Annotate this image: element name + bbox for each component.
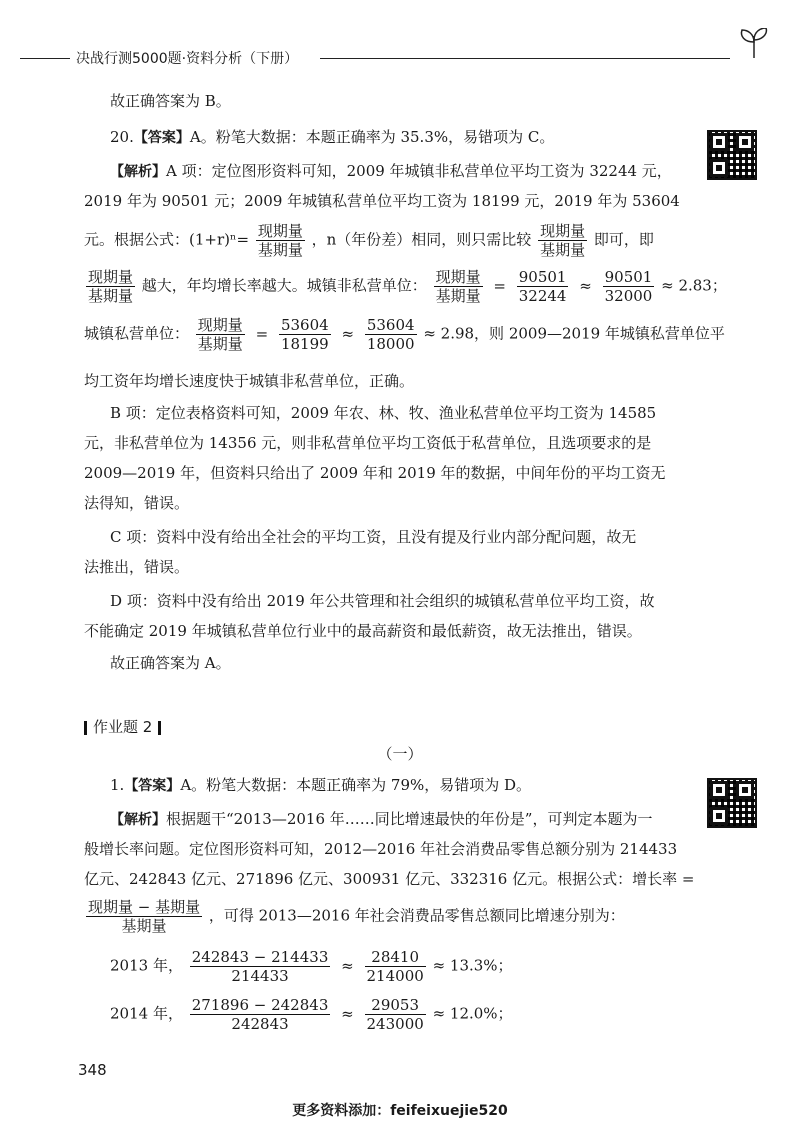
frac-num: 90501 bbox=[604, 268, 653, 286]
frac-num: 53604 bbox=[366, 316, 415, 334]
frac-den: 18199 bbox=[280, 335, 329, 353]
frac-den: 基期量 bbox=[257, 241, 303, 259]
non-private-intro: 越大，年均增长率越大。城镇非私营单位： bbox=[141, 276, 427, 295]
frac-num: 现期量 bbox=[197, 316, 243, 334]
q20-number: 20. bbox=[110, 128, 134, 146]
year-label: 2014 年， bbox=[110, 1004, 183, 1023]
analysis-text: A 项：定位图形资料可知，2009 年城镇非私营单位平均工资为 32244 元， bbox=[166, 162, 672, 180]
frac-num: 29053 bbox=[365, 996, 426, 1015]
frac-den: 基期量 bbox=[88, 287, 134, 305]
analysis-line-3 bbox=[84, 222, 676, 259]
private-intro: 城镇私营单位： bbox=[84, 324, 190, 343]
option-d-line-1: D 项：资料中没有给出 2019 年公共管理和社会组织的城镇私营单位平均工资，故 bbox=[110, 592, 655, 610]
frac-den: 242843 bbox=[231, 1015, 289, 1033]
final-answer: 故正确答案为 A。 bbox=[110, 654, 231, 672]
fraction-cur-over-base bbox=[196, 316, 245, 353]
section-title: 作业题 2 bbox=[93, 718, 153, 736]
frac-den: 214433 bbox=[231, 967, 289, 985]
frac-num: 271896 − 242843 bbox=[191, 996, 329, 1014]
option-b-line-1: B 项：定位表格资料可知，2009 年农、林、牧、渔业私营单位平均工资为 14585 bbox=[110, 404, 657, 422]
answer-tag: 【答案】 bbox=[133, 130, 190, 146]
q1-analysis-line-3: 亿元、242843 亿元、271896 亿元、300931 亿元、332316 亿元。根据公式：增长率 = bbox=[84, 870, 695, 888]
frac-num: 53604 bbox=[280, 316, 329, 334]
result-2014: ≈ 12.0%； bbox=[432, 1004, 513, 1023]
option-c-line-2: 法推出，错误。 bbox=[84, 558, 190, 576]
analysis-line-4: $\frac{\text{现期量}}{\text{基期量}}$ 越大，年均增长率越大。城镇非私营单位： $\frac{\text{现期量}}{\text{基期量}}$ = $\frac{90501}{32244}$ ≈ $\frac{90501}{32000}$ ≈ 2.83； bbox=[88, 268, 727, 305]
frac-num: 现期量 bbox=[540, 222, 586, 240]
non-private-result: ≈ 2.83； bbox=[661, 276, 727, 295]
fraction-cur-over-base bbox=[538, 222, 587, 259]
frac-num: 现期量 − 基期量 bbox=[88, 898, 201, 916]
fraction-53604-18000 bbox=[365, 316, 417, 353]
fraction-2013-diff bbox=[190, 948, 331, 985]
section-bar-icon bbox=[158, 721, 161, 735]
analysis-text: 根据题干“2013—2016 年……同比增速最快的年份是”，可判定本题为一 bbox=[166, 810, 653, 828]
option-b-line-2: 元，非私营单位为 14356 元，则非私营单位平均工资低于私营单位，且选项要求的是 bbox=[84, 434, 652, 452]
frac-den: 基期量 bbox=[435, 287, 481, 305]
result-2013: ≈ 13.3%； bbox=[432, 956, 513, 975]
fraction-2014-diff bbox=[190, 996, 331, 1033]
calc-2014: 2014 年， $\frac{271896 - 242843}{242843}$ ≈ $\frac{29053}{243000}$ ≈ 12.0%； bbox=[110, 996, 513, 1033]
q1-number: 1. bbox=[110, 776, 125, 794]
fraction-90501-32244 bbox=[517, 268, 569, 305]
fraction-cur-over-base bbox=[256, 222, 305, 259]
analysis-line-1 bbox=[110, 156, 676, 187]
analysis-tag: 【解析】 bbox=[110, 164, 166, 180]
calc-2013: 2013 年， $\frac{242843 - 214433}{214433}$ ≈ $\frac{28410}{214000}$ ≈ 13.3%； bbox=[110, 948, 513, 985]
answer-tag: 【答案】 bbox=[124, 778, 181, 794]
frac-num: 242843 − 214433 bbox=[191, 948, 329, 966]
frac-den: 32000 bbox=[604, 287, 653, 305]
qr-code-icon bbox=[707, 778, 757, 828]
q1-answer-text: A。粉笔大数据：本题正确率为 79%，易错项为 D。 bbox=[180, 776, 532, 794]
analysis-line-5: 城镇私营单位： $\frac{\text{现期量}}{\text{基期量}}$ = $\frac{53604}{18199}$ ≈ $\frac{53604}{18000}$ ≈ 2.98，则 2009—2019 年城镇私营单位平 bbox=[84, 316, 725, 353]
header-title: 决战行测5000题·资料分析（下册） bbox=[70, 48, 304, 68]
sprout-icon bbox=[734, 28, 774, 60]
subsection-heading: （一） bbox=[377, 745, 423, 763]
frac-den: 基期量 bbox=[540, 241, 586, 259]
formula-intro: 元。根据公式：(1+r)ⁿ= bbox=[84, 230, 250, 249]
option-c-line-1: C 项：资料中没有给出全社会的平均工资，且没有提及行业内部分配问题，故无 bbox=[110, 528, 637, 546]
fraction-2013-approx bbox=[365, 948, 426, 985]
frac-num: 90501 bbox=[518, 268, 567, 286]
frac-den: 基期量 bbox=[197, 335, 243, 353]
frac-den: 243000 bbox=[366, 1015, 424, 1033]
fraction-53604-18199 bbox=[279, 316, 331, 353]
frac-num: 现期量 bbox=[257, 222, 303, 240]
q1-analysis-line-2: 般增长率问题。定位图形资料可知，2012—2016 年社会消费品零售总额分别为 214433 bbox=[84, 840, 678, 858]
q20-answer bbox=[110, 122, 676, 153]
section-bar-icon bbox=[84, 721, 87, 735]
private-result: ≈ 2.98，则 2009—2019 年城镇私营单位平 bbox=[423, 324, 725, 343]
formula-end: 即可，即 bbox=[593, 230, 654, 249]
year-label: 2013 年， bbox=[110, 956, 183, 975]
frac-den: 32244 bbox=[518, 287, 567, 305]
growth-formula-fraction bbox=[86, 898, 202, 935]
qr-code-icon bbox=[707, 130, 757, 180]
option-d-line-2: 不能确定 2019 年城镇私营单位行业中的最高薪资和最低薪资，故无法推出，错误。 bbox=[84, 622, 642, 640]
formula-text: ，可得 2013—2016 年社会消费品零售总额同比增速分别为： bbox=[208, 906, 625, 925]
frac-den: 214000 bbox=[366, 967, 424, 985]
q1-analysis-line-4 bbox=[84, 898, 676, 935]
fraction-cur-over-base bbox=[86, 268, 135, 305]
option-b-line-4: 法得知，错误。 bbox=[84, 494, 190, 512]
formula-mid: ，n（年份差）相同，则只需比较 bbox=[311, 230, 532, 249]
frac-num: 现期量 bbox=[88, 268, 134, 286]
page-number: 348 bbox=[78, 1061, 107, 1079]
header-rule-right bbox=[320, 58, 730, 59]
frac-den: 18000 bbox=[366, 335, 415, 353]
frac-den: 基期量 bbox=[121, 917, 167, 935]
q1-analysis-line-1 bbox=[110, 804, 676, 835]
fraction-90501-32000 bbox=[603, 268, 655, 305]
analysis-line-6: 均工资年均增长速度快于城镇非私营单位，正确。 bbox=[84, 372, 415, 390]
fraction-2014-approx bbox=[365, 996, 426, 1033]
footer-note: 更多资料添加：feifeixuejie520 bbox=[292, 1103, 508, 1119]
analysis-line-2: 2019 年为 90501 元；2009 年城镇私营单位平均工资为 18199 元，2019 年为 53604 bbox=[84, 192, 680, 210]
fraction-cur-over-base bbox=[434, 268, 483, 305]
section-heading bbox=[84, 716, 167, 738]
q1-answer bbox=[110, 770, 676, 801]
frac-num: 28410 bbox=[365, 948, 426, 967]
answer-line: 故正确答案为 B。 bbox=[110, 92, 231, 110]
q20-answer-text: A。粉笔大数据：本题正确率为 35.3%，易错项为 C。 bbox=[189, 128, 555, 146]
frac-num: 现期量 bbox=[435, 268, 481, 286]
analysis-tag: 【解析】 bbox=[110, 812, 166, 828]
option-b-line-3: 2009—2019 年，但资料只给出了 2009 年和 2019 年的数据，中间年份的平均工资无 bbox=[84, 464, 666, 482]
